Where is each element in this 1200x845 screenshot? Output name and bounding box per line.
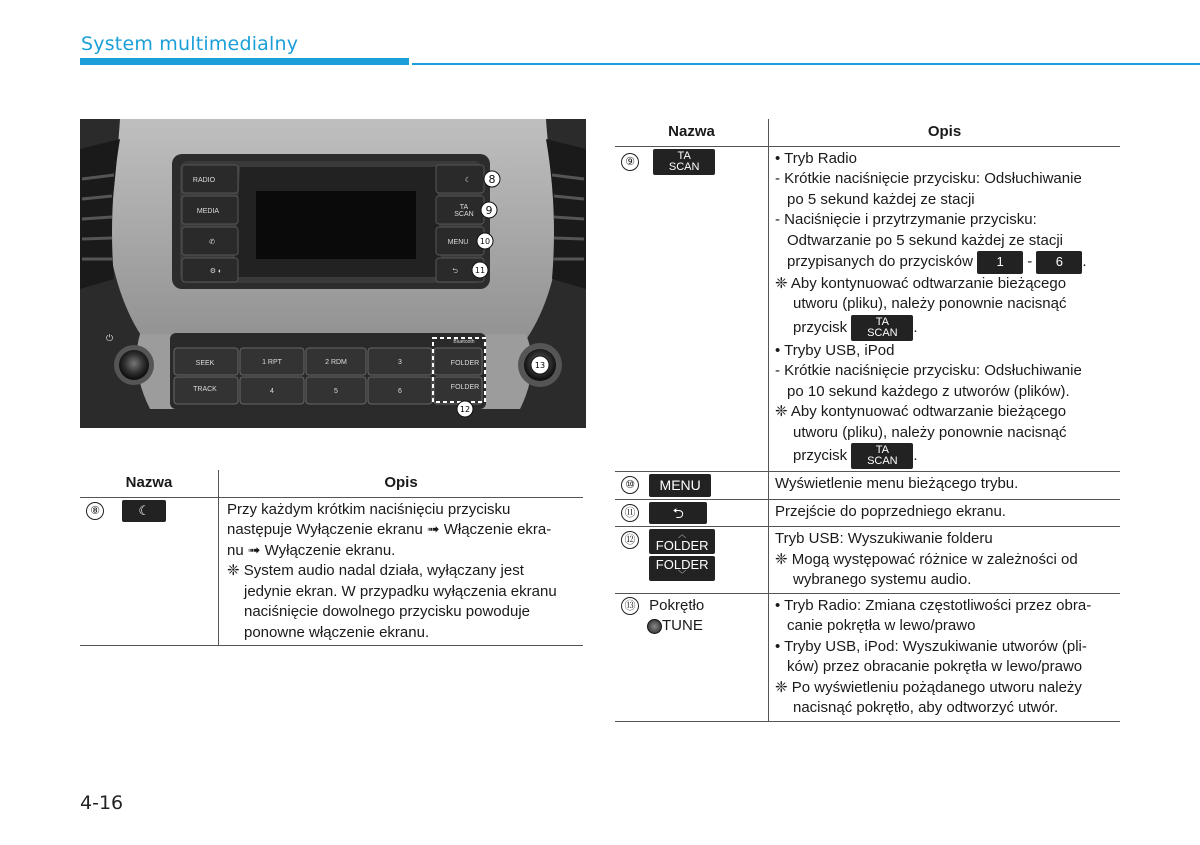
- desc-line: • Tryb Radio: [775, 149, 857, 167]
- desc-line: Wyświetlenie menu bieżącego trybu.: [775, 475, 1019, 492]
- desc-line: • Tryb Radio: Zmiana częstotliwości przez obra-: [775, 596, 1092, 614]
- desc-line: po 10 sekund każdego z utworów (plików).: [787, 382, 1070, 400]
- desc-line: po 5 sekund każdej ze stacji: [787, 190, 975, 208]
- note-line: utworu (pliku), należy ponownie nacisnąć: [793, 423, 1067, 441]
- svg-text:TA: TA: [459, 204, 469, 211]
- note-line: wybranego systemu audio.: [793, 571, 972, 588]
- callout-number: ⑪: [621, 504, 639, 522]
- note-line-key: [775, 443, 1114, 469]
- audio-head-unit-photo: [80, 119, 586, 428]
- svg-text:2 RDM: 2 RDM: [325, 359, 347, 366]
- desc-line: • Tryby USB, iPod: [775, 341, 895, 359]
- moon-icon: ☾: [464, 177, 472, 184]
- desc-line: nu ➟ Wyłączenie ekranu.: [227, 541, 396, 559]
- svg-text:FOLDER: FOLDER: [450, 384, 480, 391]
- svg-text:MENU: MENU: [447, 239, 469, 246]
- note-line: ❈ Po wyświetleniu pożądanego utworu należy: [775, 678, 1082, 696]
- header-rule-thick: [80, 58, 409, 65]
- desc-line: - Naciśnięcie i przytrzymanie przycisku:: [775, 211, 1037, 228]
- desc-line: Przy każdym krótkim naciśnięciu przycisku: [227, 500, 511, 518]
- note-line: ❈ Aby kontynuować odtwarzanie bieżącego: [775, 403, 1067, 420]
- back-icon: ⮌: [452, 268, 458, 275]
- col-header-desc: Opis: [769, 119, 1121, 146]
- desc-line: Odtwarzanie po 5 sekund każdej ze stacji: [787, 231, 1063, 249]
- back-icon: ⮌: [649, 502, 707, 525]
- folder-label: FOLDER: [655, 557, 709, 572]
- svg-text:13: 13: [534, 361, 546, 370]
- table-row: [615, 593, 1120, 721]
- desc-line: - Krótkie naciśnięcie przycisku: Odsłuchiwanie: [775, 170, 1082, 187]
- dot-text: .: [1082, 253, 1087, 271]
- svg-text:1 RPT: 1 RPT: [262, 359, 282, 366]
- menu-button: MENU: [649, 474, 711, 497]
- table-row: [615, 146, 1120, 472]
- folder-down-button: [649, 556, 715, 581]
- tune-line: [621, 616, 762, 637]
- callout-number: ⑩: [621, 476, 639, 494]
- svg-text:3: 3: [398, 359, 402, 366]
- moon-icon: ☾: [122, 500, 166, 523]
- table-row: [80, 497, 583, 646]
- phone-icon: ✆: [209, 239, 215, 246]
- callout-number: ⑬: [621, 597, 639, 615]
- svg-text:12: 12: [459, 405, 471, 414]
- knob-name: Pokrętło: [649, 596, 705, 614]
- folder-keys: [649, 529, 715, 581]
- desc-line: Przejście do poprzedniego ekranu.: [775, 502, 1006, 520]
- preset-6-key: 6: [1036, 251, 1082, 274]
- desc-text: przycisk: [793, 446, 848, 464]
- scan-label: SCAN: [867, 326, 898, 339]
- col-header-desc: Opis: [219, 470, 584, 497]
- page-header-title: System multimedialny: [81, 33, 299, 55]
- table-row: [615, 527, 1120, 594]
- note-line-key: [775, 315, 1114, 341]
- folder-label: FOLDER: [655, 538, 709, 553]
- svg-text:TRACK: TRACK: [193, 386, 217, 393]
- folder-up-button: [649, 529, 715, 554]
- dot-text: .: [913, 446, 918, 464]
- table-row: [615, 472, 1120, 500]
- ta-label: TA: [875, 315, 889, 328]
- svg-text:FOLDER: FOLDER: [450, 360, 480, 367]
- ta-scan-button: [851, 443, 913, 469]
- tune-knob-icon: [647, 619, 662, 634]
- note-line: utworu (pliku), należy ponownie nacisnąć: [793, 295, 1067, 312]
- ta-label: TA: [875, 444, 889, 456]
- svg-text:SCAN: SCAN: [454, 211, 474, 218]
- ta-scan-button: [653, 149, 715, 175]
- left-description-table: [80, 470, 583, 646]
- note-line: jedynie ekran. W przypadku wyłączenia ekranu: [244, 582, 557, 600]
- settings-icon: ⚙ ◐: [209, 268, 223, 275]
- chevron-down-icon: ﹀: [678, 570, 687, 579]
- tune-label: TUNE: [662, 617, 703, 634]
- callout-number: ⑫: [621, 531, 639, 549]
- svg-text:5: 5: [334, 388, 338, 395]
- desc-line: Tryb USB: Wyszukiwanie folderu: [775, 530, 993, 547]
- right-description-table: [615, 119, 1120, 722]
- media-button-label: MEDIA: [196, 208, 220, 215]
- preset-1-key: 1: [977, 251, 1023, 274]
- col-header-name: Nazwa: [615, 119, 769, 146]
- dash-text: -: [1027, 253, 1033, 271]
- note-line: nacisnąć pokrętło, aby odtworzyć utwór.: [793, 699, 1059, 716]
- desc-line: canie pokrętła w lewo/prawo: [787, 617, 976, 634]
- note-line: ❈ Mogą występować różnice w zależności od: [775, 550, 1078, 568]
- desc-line: • Tryby USB, iPod: Wyszukiwanie utworów (pli-: [775, 637, 1087, 655]
- desc-text: przycisk: [793, 318, 848, 336]
- svg-text:4: 4: [270, 388, 274, 395]
- dot-text: .: [913, 318, 918, 336]
- desc-line: następuje Wyłączenie ekranu ➟ Włączenie ekra-: [227, 521, 552, 538]
- col-header-name: Nazwa: [80, 470, 219, 497]
- svg-text:8: 8: [488, 173, 496, 186]
- ta-label: TA: [677, 149, 691, 162]
- radio-button-label: RADIO: [192, 177, 216, 184]
- ta-scan-button: [851, 315, 913, 341]
- scan-label: SCAN: [668, 160, 700, 173]
- desc-text: przypisanych do przycisków: [787, 253, 973, 271]
- svg-text:6: 6: [398, 388, 402, 395]
- desc-line: - Krótkie naciśnięcie przycisku: Odsłuchiwanie: [775, 362, 1082, 379]
- note-line: ponowne włączenie ekranu.: [244, 623, 430, 641]
- svg-text:10: 10: [479, 237, 491, 246]
- chevron-up-icon: ︿: [678, 530, 687, 539]
- svg-text:SEEK: SEEK: [195, 360, 215, 367]
- table-row: [615, 499, 1120, 527]
- svg-text:⏻: ⏻: [106, 334, 114, 344]
- header-rule-thin: [412, 63, 1200, 65]
- note-line: naciśnięcie dowolnego przycisku powoduje: [244, 603, 531, 620]
- desc-line: ków) przez obracanie pokrętła w lewo/prawo: [787, 658, 1083, 675]
- scan-label: SCAN: [867, 455, 898, 467]
- svg-text:9: 9: [485, 204, 493, 217]
- note-line: ❈ Aby kontynuować odtwarzanie bieżącego: [775, 274, 1067, 292]
- desc-line-keys: [775, 251, 1114, 274]
- callout-number: ⑨: [621, 153, 639, 171]
- svg-text:Bluetooth: Bluetooth: [453, 339, 475, 345]
- svg-text:11: 11: [474, 266, 486, 275]
- callout-number: ⑧: [86, 502, 104, 520]
- page-number: 4-16: [80, 792, 124, 814]
- note-line: ❈ System audio nadal działa, wyłączany jest: [227, 562, 524, 579]
